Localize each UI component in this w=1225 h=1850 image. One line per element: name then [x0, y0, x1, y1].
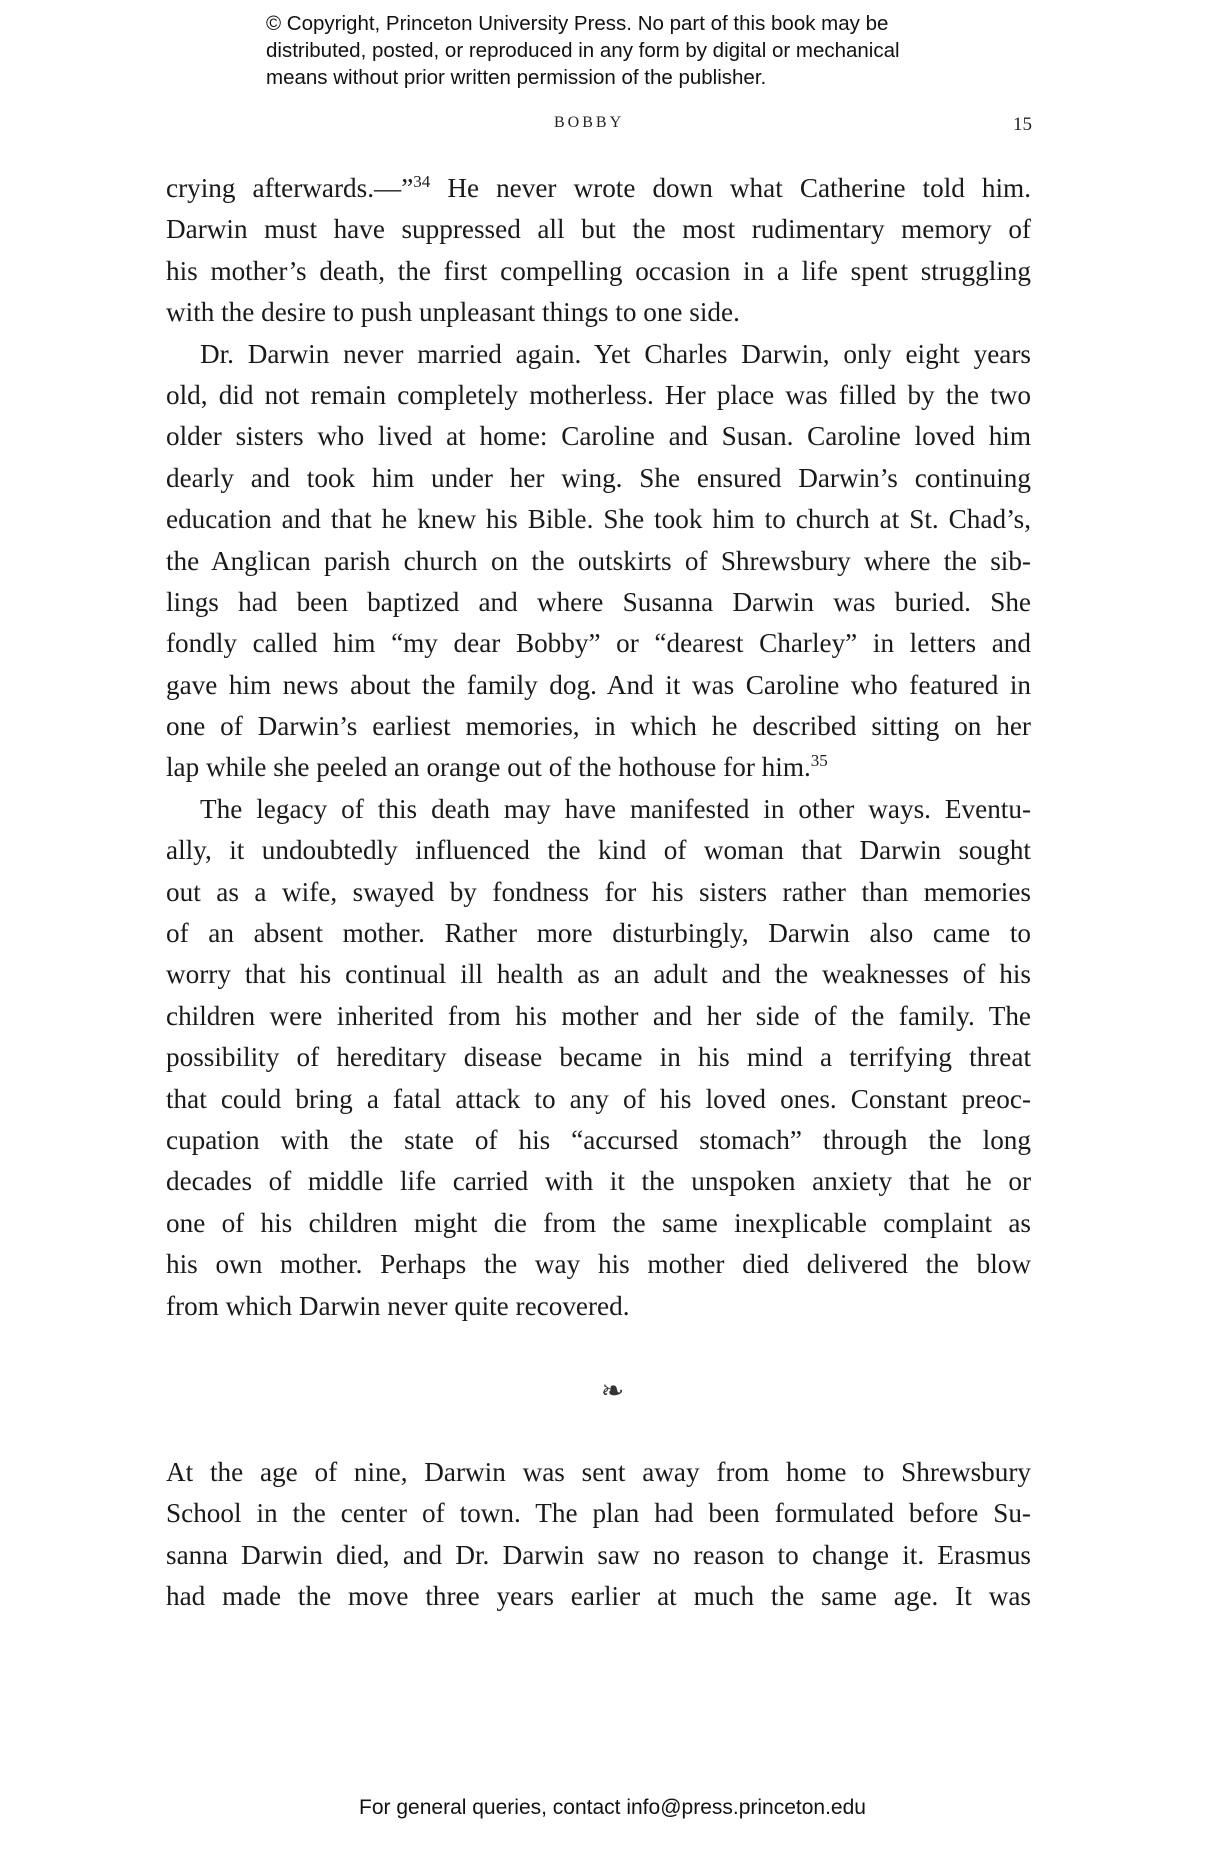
text-line: [166, 747, 1031, 788]
copyright-line: distributed, posted, or reproduced in any form by digital or mechanical: [266, 39, 900, 62]
section-break-ornament: ❧: [600, 1374, 625, 1407]
text-line: older sisters who lived at home: Caroline and Susan. Caroline loved him: [166, 421, 1031, 452]
text-line: At the age of nine, Darwin was sent away from home to Shrewsbury: [166, 1457, 1031, 1487]
text-line: gave him news about the family dog. And it was Caroline who featured in: [166, 669, 1031, 700]
text-line: fondly called him “my dear Bobby” or “dearest Charley” in letters and: [166, 628, 1031, 659]
text-line: sanna Darwin died, and Dr. Darwin saw no reason to change it. Erasmus: [166, 1539, 1031, 1570]
text-line: old, did not remain completely motherless. Her place was filled by the two: [166, 379, 1031, 410]
text-line: dearly and took him under her wing. She ensured Darwin’s continuing: [166, 462, 1031, 493]
text-line: from which Darwin never quite recovered.: [166, 1290, 630, 1321]
text-line: had made the move three years earlier at much the same age. It was: [166, 1581, 1031, 1612]
text-line: education and that he knew his Bible. She took him to church at St. Chad’s,: [166, 504, 1031, 535]
copyright-notice: [266, 10, 1026, 91]
text-line: with the desire to push unpleasant things to one side.: [166, 297, 740, 328]
text-line: worry that his continual ill health as an adult and the weaknesses of his: [166, 959, 1031, 990]
running-title: BOBBY: [554, 114, 625, 131]
footnote-marker: 34: [413, 172, 431, 191]
text-line: Dr. Darwin never married again. Yet Charles Darwin, only eight years: [200, 338, 1031, 369]
text-line: that could bring a fatal attack to any of his loved ones. Constant preoc-: [166, 1083, 1031, 1114]
body-text-section-2: [166, 1452, 1031, 1618]
text-line: lings had been baptized and where Susanna Darwin was buried. She: [166, 586, 1031, 617]
text-line: cupation with the state of his “accursed stomach” through the long: [166, 1124, 1031, 1155]
text-line: Darwin must have suppressed all but the most rudimentary memory of: [166, 214, 1031, 245]
copyright-line: © Copyright, Princeton University Press. No part of this book may be: [266, 12, 889, 35]
text-line: his mother’s death, the first compelling occasion in a life spent struggling: [166, 255, 1031, 286]
text-line: the Anglican parish church on the outskirts of Shrewsbury where the sib-: [166, 545, 1031, 576]
text-line: School in the center of town. The plan had been formulated before Su-: [166, 1498, 1031, 1529]
text-line: The legacy of this death may have manifested in other ways. Eventu-: [200, 793, 1031, 824]
text-line: out as a wife, swayed by fondness for his sisters rather than memories: [166, 876, 1031, 907]
text-line: decades of middle life carried with it the unspoken anxiety that he or: [166, 1166, 1031, 1197]
text-line: [166, 168, 1031, 209]
text-run: lap while she peeled an orange out of the hothouse for him.: [166, 752, 811, 783]
text-line: children were inherited from his mother and her side of the family. The: [166, 1000, 1031, 1031]
text-line: one of Darwin’s earliest memories, in which he described sitting on her: [166, 711, 1031, 742]
page-number: 15: [1013, 114, 1032, 135]
running-head: [0, 114, 1225, 138]
footnote-marker: 35: [810, 751, 828, 771]
text-run: He never wrote down what Catherine told him.: [430, 173, 1031, 203]
text-line: of an absent mother. Rather more disturbingly, Darwin also came to: [166, 918, 1031, 949]
body-text: [166, 168, 1031, 1327]
text-run: crying afterwards.—”: [166, 173, 414, 203]
text-line: ally, it undoubtedly influenced the kind of woman that Darwin sought: [166, 835, 1031, 866]
footer-contact: For general queries, contact info@press.princeton.edu: [359, 1796, 866, 1819]
copyright-line: means without prior written permission of the publisher.: [266, 66, 767, 89]
text-line: one of his children might die from the same inexplicable complaint as: [166, 1207, 1031, 1238]
text-line: possibility of hereditary disease became in his mind a terrifying threat: [166, 1042, 1031, 1073]
text-line: his own mother. Perhaps the way his mother died delivered the blow: [166, 1249, 1031, 1280]
